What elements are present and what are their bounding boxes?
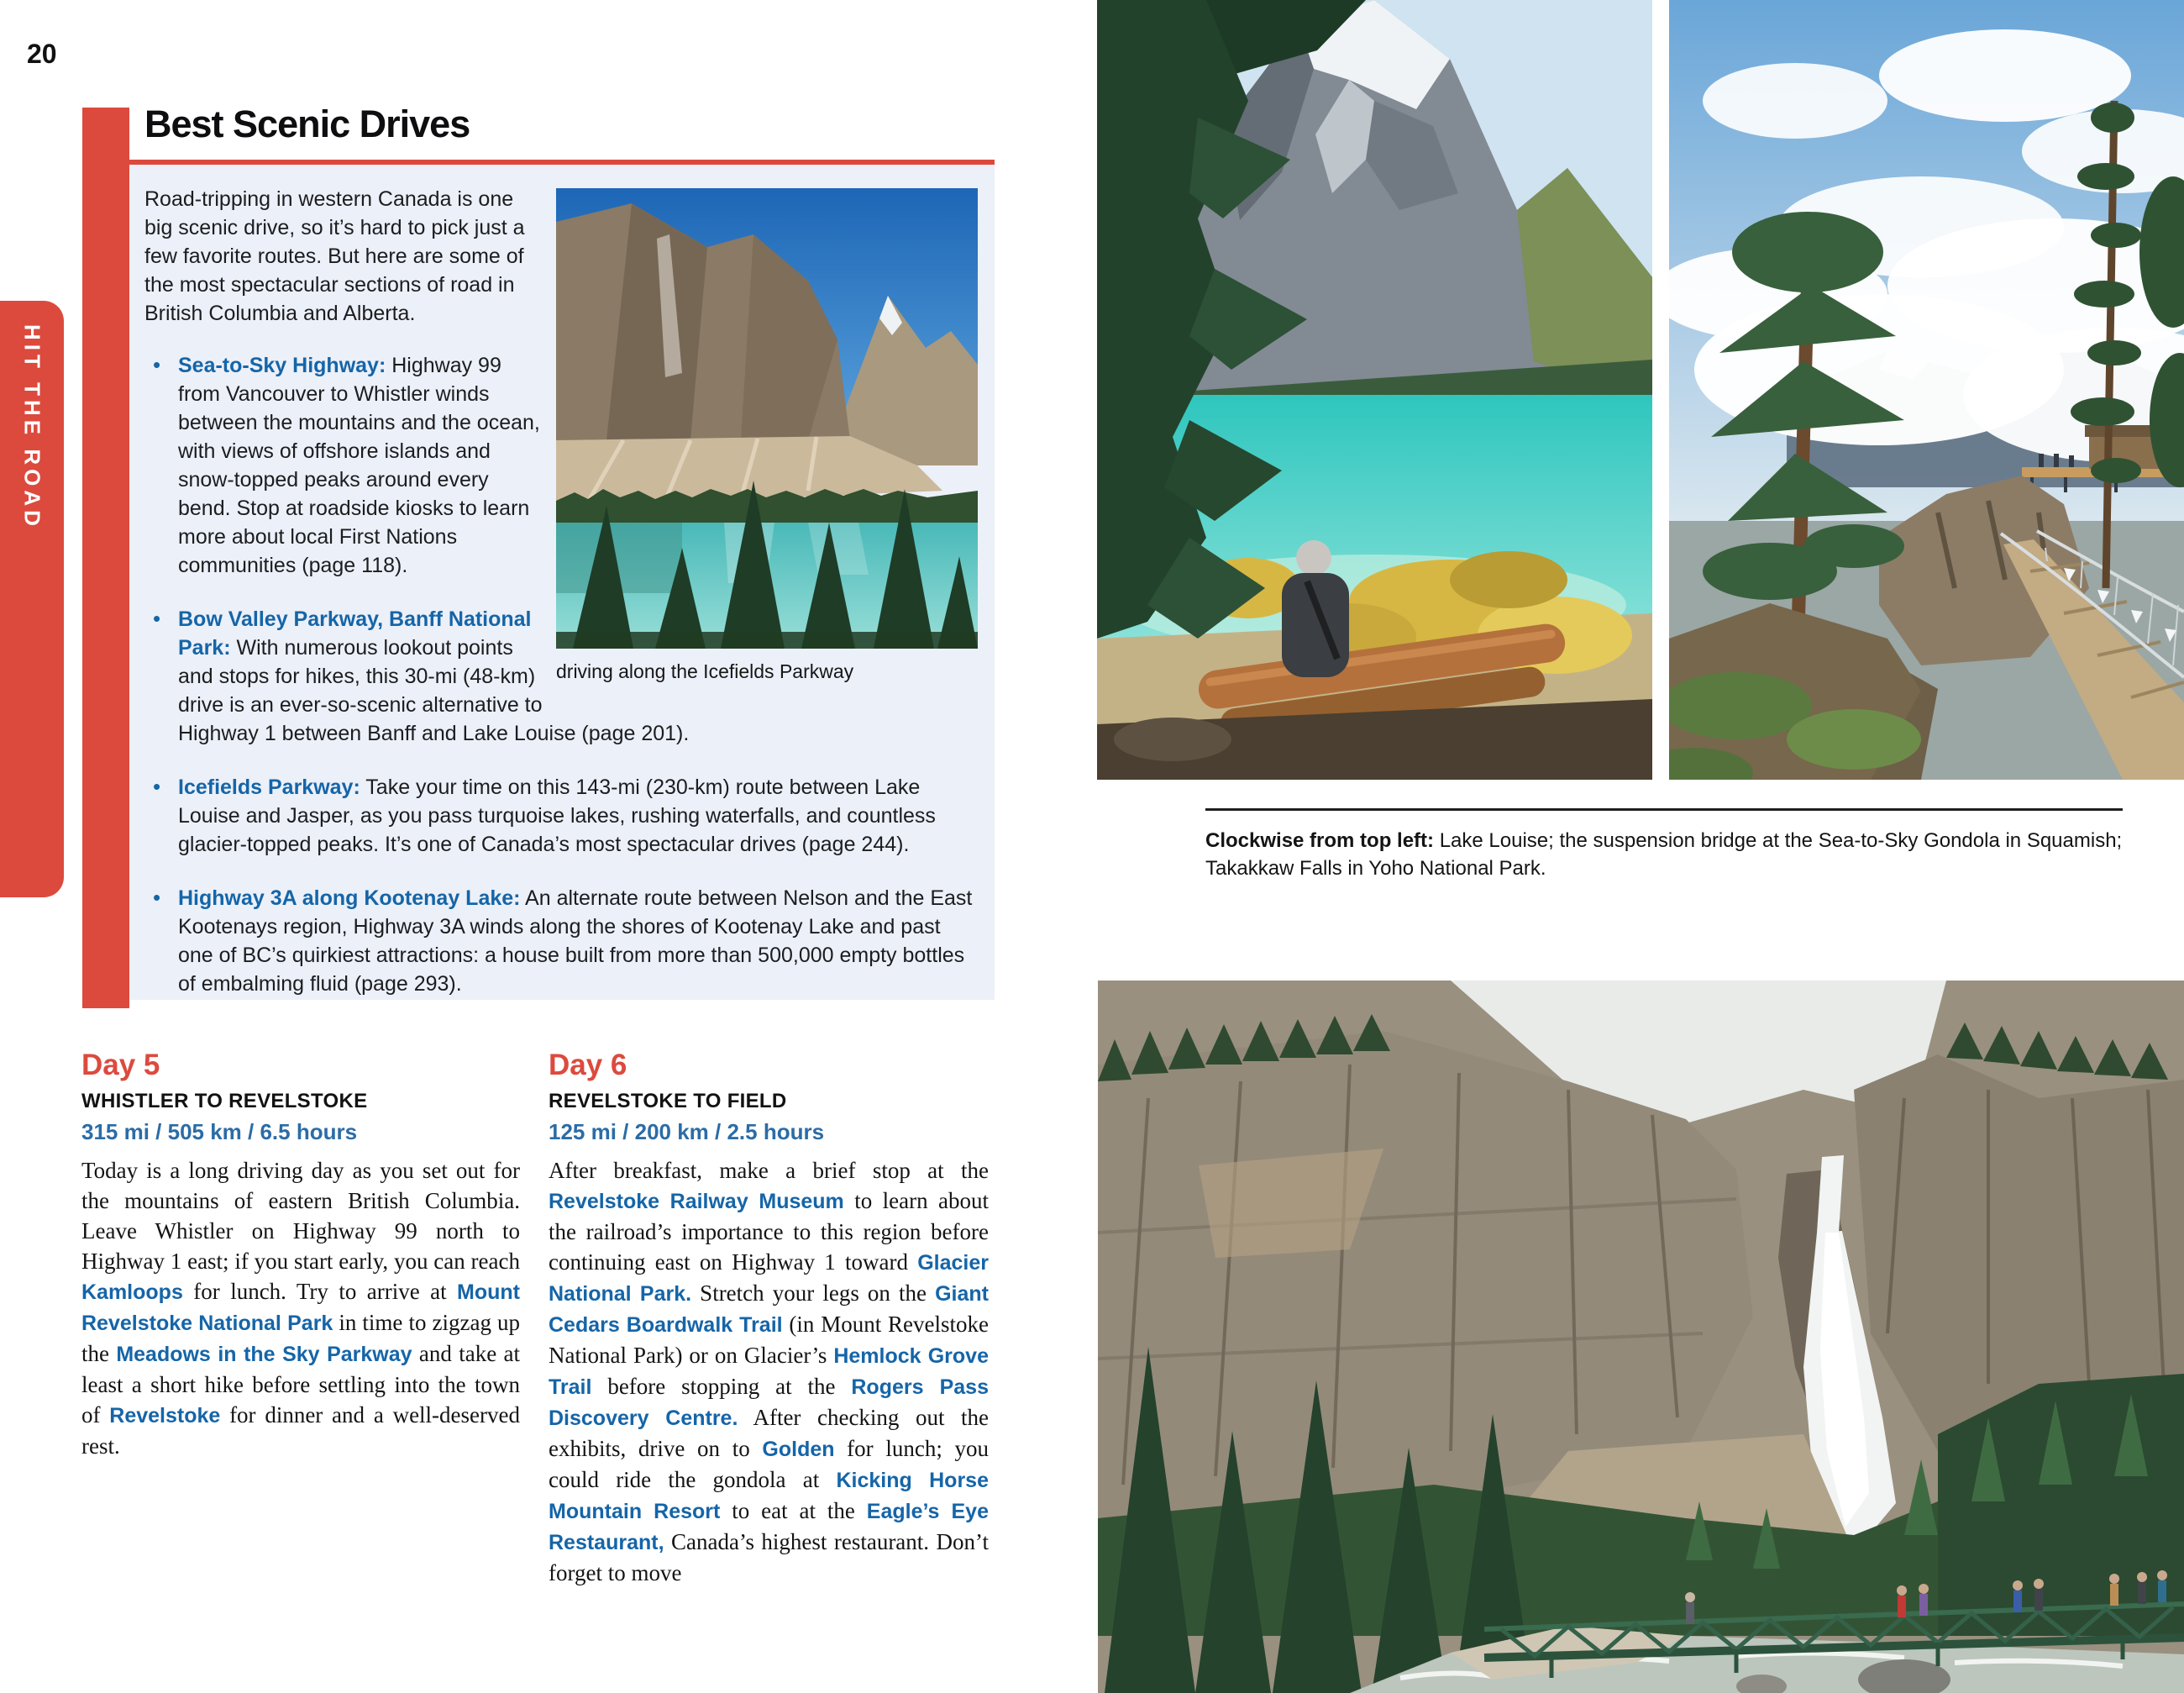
day-5-body: Today is a long driving day as you set out for the mountains of eastern British Columbia. Leave Whistler on Highway 99 north to Highway 1 east; if you start early, you can reach Kamloops for lunch. Try to arrive at Mount Revelstoke National Park in time to zigzag up the Meadows in the Sky Parkway and take at least a short hike before settling into the town of Revelstoke for dinner and a well-deserved rest. (81, 1158, 520, 1459)
scenic-drive-name: Sea-to-Sky Highway: (178, 354, 386, 377)
caption-divider-rule (1205, 808, 2123, 811)
itinerary-highlight: Rogers Pass Discovery Centre. (549, 1375, 989, 1430)
scenic-drive-name: Icefields Parkway: (178, 776, 360, 799)
day-6-column (549, 1049, 989, 1588)
photo-caption (1205, 827, 2146, 882)
itinerary-highlight: Revelstoke (109, 1404, 221, 1427)
day-5-column (81, 1049, 520, 1461)
scenic-drive-item: • Icefields Parkway: Take your time on this 143-mi (230-km) route between Lake Louise and Jasper, as you pass turquoise lakes, rushing waterfalls, and countless glacier-topped peaks. It’s one of Canada’s most spectacular drives (page 244). (144, 773, 978, 859)
best-scenic-drives-box (129, 160, 995, 1000)
chapter-side-tab-label: HIT THE ROAD (19, 324, 45, 530)
page-title: Best Scenic Drives (144, 103, 470, 145)
photo-caption-lead: Clockwise from top left: (1205, 829, 1435, 852)
itinerary-highlight: Hemlock Grove Trail (549, 1344, 989, 1399)
itinerary-highlight: Glacier National Park. (549, 1251, 989, 1306)
day-6-route: REVELSTOKE TO FIELD (549, 1090, 787, 1112)
suspension-bridge-photo (1669, 0, 2184, 780)
itinerary-highlight: Golden (762, 1438, 835, 1461)
chapter-side-tab (0, 301, 64, 897)
inset-photo-caption: driving along the Icefields Parkway (556, 660, 854, 682)
scenic-drive-item: • Bow Valley Parkway, Banff National Park: With numerous lookout points and stops for hikes, this 30-mi (48-km) drive is an ever-so-scenic alternative to Highway 1 between Banff and Lake Louise (page 201). (144, 605, 978, 748)
scenic-drive-name: Bow Valley Parkway, Banff National Park: (178, 607, 532, 660)
itinerary-highlight: Revelstoke Railway Museum (549, 1190, 844, 1213)
day-6-title: Day 6 (549, 1049, 627, 1081)
itinerary-highlight: Eagle’s Eye Restaurant, (549, 1500, 989, 1554)
day-5-title: Day 5 (81, 1049, 160, 1081)
day-6-stats: 125 mi / 200 km / 2.5 hours (549, 1119, 825, 1144)
scenic-drive-item: • Highway 3A along Kootenay Lake: An alternate route between Nelson and the East Kootenays region, Highway 3A winds along the shores of Kootenay Lake and past one of BC’s quirkiest attractions: a house built from more than 500,000 empty bottles of embalming fluid (page 293). (144, 884, 978, 998)
itinerary-highlight: Kamloops (81, 1280, 183, 1304)
day-5-route: WHISTLER TO REVELSTOKE (81, 1090, 368, 1112)
itinerary-highlight: Kicking Horse Mountain Resort (549, 1469, 989, 1523)
scenic-drive-name: Highway 3A along Kootenay Lake: (178, 886, 521, 910)
itinerary-highlight: Mount Revelstoke National Park (81, 1280, 520, 1335)
day-6-body: After breakfast, make a brief stop at the Revelstoke Railway Museum to learn about the railroad’s importance to this region before continuing east on Highway 1 toward Glacier National Park. Stretch your legs on the Giant Cedars Boardwalk Trail (in Mount Revelstoke National Park) or on Glacier’s Hemlock Grove Trail before stopping at the Rogers Pass Discovery Centre. After checking out the exhibits, drive on to Golden for lunch; you could ride the gondola at Kicking Horse Mountain Resort to eat at the Eagle’s Eye Restaurant, Canada’s highest restaurant. Don’t forget to move (549, 1158, 990, 1585)
takakkaw-falls-photo (1098, 981, 2184, 1693)
photo-caption-text: Lake Louise; the suspension bridge at the Sea-to-Sky Gondola in Squamish; Takakkaw Falls in Yoho National Park. (1205, 829, 2123, 880)
scenic-drives-list (144, 351, 978, 998)
page-number: 20 (27, 39, 57, 69)
intro-paragraph: Road-tripping in western Canada is one big scenic drive, so it’s hard to pick just a few favorite routes. But here are some of the most spectacular sections of road in British Columbia and Alberta. (144, 187, 525, 325)
lake-louise-photo (1097, 0, 1652, 780)
itinerary-highlight: Giant Cedars Boardwalk Trail (549, 1282, 989, 1337)
scenic-drive-item: • Sea-to-Sky Highway: Highway 99 from Vancouver to Whistler winds between the mountains and the ocean, with views of offshore islands and snow-topped peaks around every bend. Stop at roadside kiosks to learn more about local First Nations communities (page 118). (144, 351, 978, 580)
day-5-stats: 315 mi / 505 km / 6.5 hours (81, 1119, 358, 1144)
itinerary-highlight: Meadows in the Sky Parkway (116, 1343, 412, 1366)
section-accent-bar (82, 108, 129, 1008)
